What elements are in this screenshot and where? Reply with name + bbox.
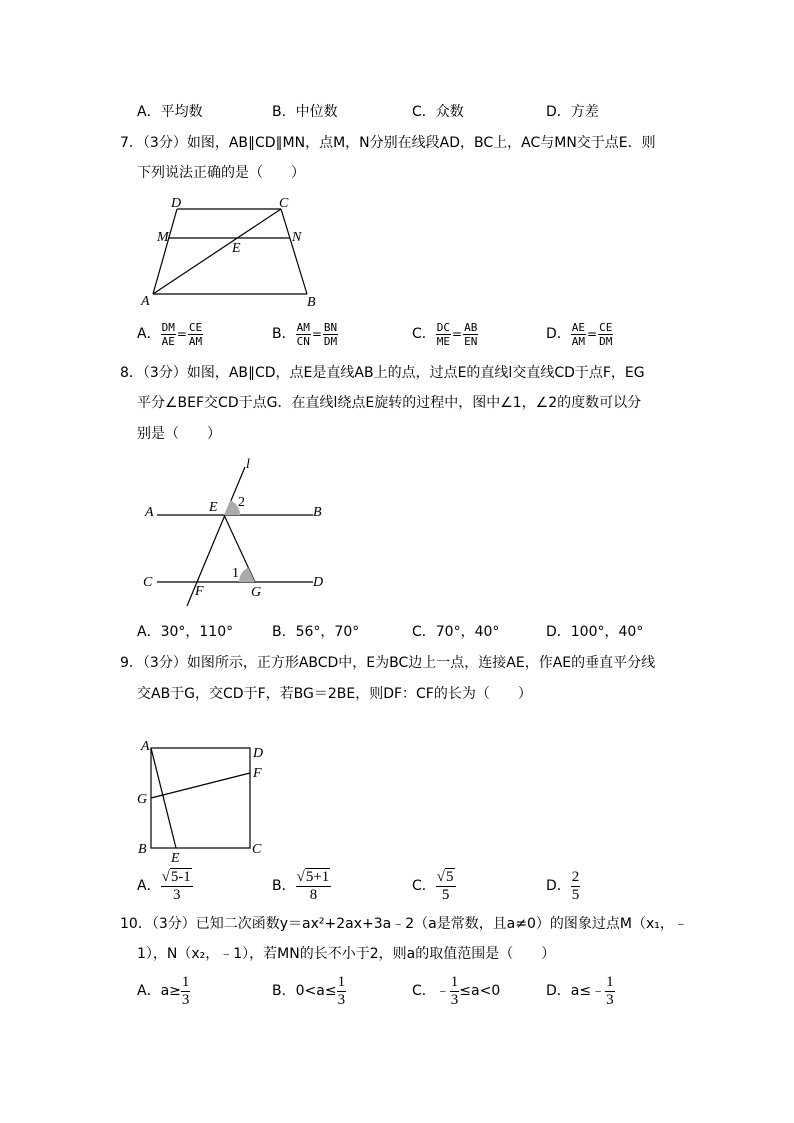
q9-label-c: C: [252, 842, 262, 857]
q10-stem-line2: 1），N（x₂，﹣1），若MN的长不小于2，则a的取值范围是（ ）: [137, 946, 556, 962]
q9-option-d: D． $\frac{2}{5}$: [546, 868, 580, 903]
q8-angle-1-marker: [239, 568, 255, 583]
q7-label-b: B: [307, 295, 316, 310]
q9-label-e: E: [171, 851, 180, 866]
q7-option-b: B． $\frac{AM}{CN}$ = $\frac{BN}{DM}$: [272, 320, 338, 348]
q8-label-angle2: 2: [238, 495, 245, 510]
q9-label-b: B: [138, 842, 147, 857]
q7-label-e: E: [232, 241, 241, 256]
q9-option-a: A． $\frac{√5-1}{3}$: [137, 868, 191, 903]
q8-label-l: l: [246, 457, 250, 472]
q9-square-figure: [130, 735, 275, 867]
q8-stem-line3: 别是（ ）: [137, 426, 221, 442]
q8-option-c: C．70°，40°: [412, 624, 500, 640]
q7-option-c: C． $\frac{DC}{ME}$ = $\frac{AB}{EN}$: [412, 320, 478, 348]
q9-stem-line2: 交AB于G，交CD于F，若BG＝2BE，则DF：CF的长为（ ）: [137, 686, 532, 702]
q8-parallel-lines-figure: [135, 455, 335, 610]
q9-option-c: C． $\frac{√5}{5}$: [412, 868, 454, 903]
q10-option-d: D．a≤﹣ $\frac{1}{3}$: [546, 973, 614, 1008]
q6-option-a: A．平均数: [137, 104, 203, 120]
q8-option-b: B．56°，70°: [272, 624, 360, 640]
q7-stem-line1: 7．（3分）如图，AB∥CD∥MN，点M，N分别在线段AD，BC上，AC与MN交于点E．则: [120, 135, 656, 151]
q8-option-a: A．30°，110°: [137, 624, 234, 640]
q7-label-n: N: [292, 230, 302, 245]
q7-trapezoid-figure: [135, 190, 335, 315]
q8-option-d: D．100°，40°: [546, 624, 644, 640]
q8-label-a: A: [145, 505, 154, 520]
q10-stem-line1: 10．（3分）已知二次函数y＝ax²+2ax+3a﹣2（a是常数，且a≠0）的图象过点M（x₁，﹣: [120, 916, 688, 932]
q6-option-c: C．众数: [412, 104, 464, 120]
q9-label-f: F: [253, 766, 262, 781]
q8-stem-line2: 平分∠BEF交CD于点G．在直线l绕点E旋转的过程中，图中∠1，∠2的度数可以分: [137, 395, 642, 411]
q7-stem-line2: 下列说法正确的是（ ）: [137, 165, 305, 181]
q7-label-m: M: [157, 230, 169, 245]
q9-stem-line1: 9．（3分）如图所示，正方形ABCD中，E为BC边上一点，连接AE，作AE的垂直平分线: [120, 655, 656, 671]
q7-option-a: A． $\frac{DM}{AE}$ = $\frac{CE}{AM}$: [137, 320, 203, 348]
q9-label-a: A: [141, 739, 150, 754]
q7-label-a: A: [141, 294, 150, 309]
q8-label-d: D: [313, 575, 324, 590]
q9-label-d: D: [253, 746, 264, 761]
q8-label-f: F: [195, 584, 204, 599]
q6-option-b: B．中位数: [272, 104, 338, 120]
q10-option-b: B．0<a≤ $\frac{1}{3}$: [272, 973, 346, 1008]
q7-label-d: D: [171, 196, 182, 211]
q8-label-b: B: [313, 505, 322, 520]
q9-label-g: G: [137, 792, 148, 807]
q7-label-c: C: [279, 196, 289, 211]
q10-option-c: C．﹣ $\frac{1}{3}$ ≤a<0: [412, 973, 501, 1008]
q6-option-d: D．方差: [546, 104, 599, 120]
q9-option-b: B． $\frac{√5+1}{8}$: [272, 868, 330, 903]
q8-label-angle1: 1: [232, 566, 239, 581]
q8-label-c: C: [143, 575, 153, 590]
q8-stem-line1: 8．（3分）如图，AB∥CD，点E是直线AB上的点，过点E的直线l交直线CD于点F，EG: [120, 365, 645, 381]
q10-option-a: A．a≥ $\frac{1}{3}$: [137, 973, 190, 1008]
q8-label-g: G: [251, 585, 262, 600]
q7-option-d: D． $\frac{AE}{AM}$ = $\frac{CE}{DM}$: [546, 320, 613, 348]
q8-label-e: E: [209, 500, 218, 515]
